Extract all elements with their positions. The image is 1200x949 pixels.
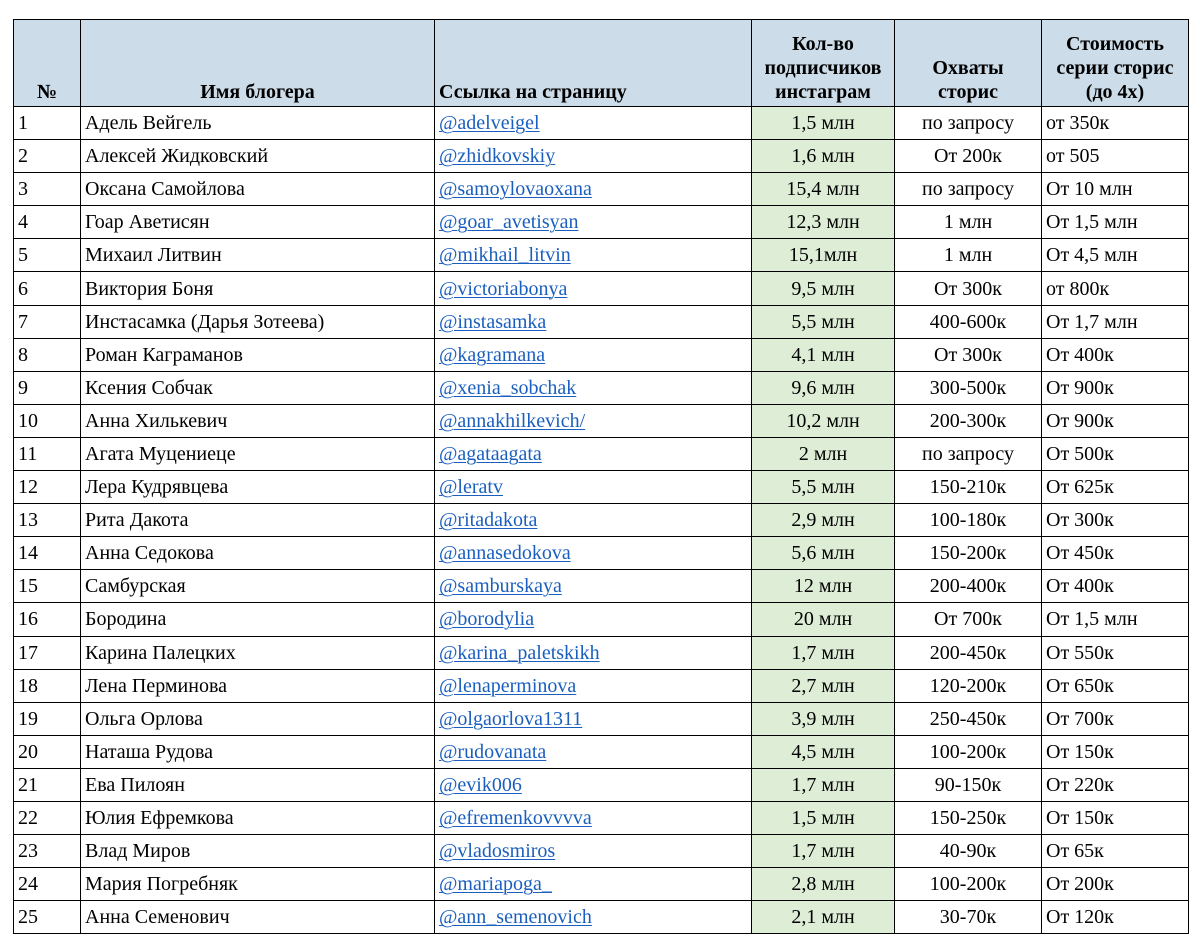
- blogger-name: Наташа Рудова: [81, 735, 435, 768]
- blogger-name: Лена Перминова: [81, 669, 435, 702]
- page-link-cell: [435, 140, 752, 173]
- header-stories-reach: [895, 20, 1042, 107]
- instagram-link[interactable]: @victoriabonya: [439, 277, 568, 300]
- instagram-link[interactable]: @agataagata: [439, 442, 542, 465]
- instagram-link[interactable]: @rudovanata: [439, 740, 547, 763]
- stories-cost: От 65к: [1042, 835, 1189, 868]
- blogger-name: Виктория Боня: [81, 272, 435, 305]
- instagram-link[interactable]: @annakhilkevich/: [439, 409, 586, 432]
- stories-reach: 300-500к: [895, 371, 1042, 404]
- row-number: 14: [14, 537, 81, 570]
- header-row: [14, 20, 1189, 107]
- stories-cost: От 550к: [1042, 636, 1189, 669]
- stories-cost: От 300к: [1042, 504, 1189, 537]
- table-row: [14, 868, 1189, 901]
- followers-count: 20 млн: [752, 603, 895, 636]
- stories-cost: От 200к: [1042, 868, 1189, 901]
- instagram-link[interactable]: @karina_paletskikh: [439, 641, 600, 664]
- stories-cost: от 800к: [1042, 272, 1189, 305]
- table-row: [14, 735, 1189, 768]
- header-cost-line: серии сторис: [1056, 57, 1174, 79]
- row-number: 13: [14, 504, 81, 537]
- row-number: 20: [14, 735, 81, 768]
- followers-count: 2,7 млн: [752, 669, 895, 702]
- followers-count: 5,6 млн: [752, 537, 895, 570]
- table-row: [14, 835, 1189, 868]
- stories-cost: От 900к: [1042, 404, 1189, 437]
- row-number: 7: [14, 305, 81, 338]
- stories-cost: От 10 млн: [1042, 173, 1189, 206]
- bloggers-table: [13, 19, 1189, 934]
- row-number: 23: [14, 835, 81, 868]
- row-number: 8: [14, 338, 81, 371]
- table-row: [14, 107, 1189, 140]
- instagram-link[interactable]: @goar_avetisyan: [439, 211, 579, 234]
- header-followers-line: Кол-во: [792, 33, 854, 55]
- table-row: [14, 901, 1189, 934]
- row-number: 21: [14, 768, 81, 801]
- instagram-link[interactable]: @mariapoga_: [439, 873, 552, 896]
- blogger-name: Анна Семенович: [81, 901, 435, 934]
- instagram-link[interactable]: @xenia_sobchak: [439, 376, 577, 399]
- header-cost-line: Стоимость: [1066, 33, 1164, 55]
- row-number: 9: [14, 371, 81, 404]
- page-link-cell: [435, 669, 752, 702]
- table-row: [14, 371, 1189, 404]
- blogger-name: Алексей Жидковский: [81, 140, 435, 173]
- stories-cost: От 150к: [1042, 735, 1189, 768]
- header-number: №: [14, 20, 81, 107]
- header-page-link: Ссылка на страницу: [435, 20, 752, 107]
- blogger-name: Инстасамка (Дарья Зотеева): [81, 305, 435, 338]
- table-row: [14, 570, 1189, 603]
- page-link-cell: [435, 471, 752, 504]
- blogger-name: Юлия Ефремкова: [81, 801, 435, 834]
- page-link-cell: [435, 338, 752, 371]
- page-link-cell: [435, 239, 752, 272]
- blogger-name: Бородина: [81, 603, 435, 636]
- stories-reach: 200-300к: [895, 404, 1042, 437]
- table-row: [14, 206, 1189, 239]
- stories-reach: От 300к: [895, 338, 1042, 371]
- stories-cost: От 500к: [1042, 437, 1189, 470]
- header-reach-line: сторис: [938, 81, 998, 103]
- stories-cost: От 150к: [1042, 801, 1189, 834]
- stories-reach: 100-200к: [895, 868, 1042, 901]
- table-row: [14, 537, 1189, 570]
- stories-reach: 90-150к: [895, 768, 1042, 801]
- instagram-link[interactable]: @instasamka: [439, 310, 547, 333]
- row-number: 15: [14, 570, 81, 603]
- instagram-link[interactable]: @ritadakota: [439, 509, 538, 532]
- page-link-cell: [435, 504, 752, 537]
- stories-cost: От 120к: [1042, 901, 1189, 934]
- table-row: [14, 471, 1189, 504]
- page-link-cell: [435, 868, 752, 901]
- page-link-cell: [435, 901, 752, 934]
- stories-reach: 200-450к: [895, 636, 1042, 669]
- stories-reach: 200-400к: [895, 570, 1042, 603]
- blogger-name: Лера Кудрявцева: [81, 471, 435, 504]
- instagram-link[interactable]: @adelveigel: [439, 112, 540, 135]
- page-link-cell: [435, 173, 752, 206]
- page-link-cell: [435, 107, 752, 140]
- stories-cost: От 1,5 млн: [1042, 206, 1189, 239]
- row-number: 11: [14, 437, 81, 470]
- instagram-link[interactable]: @ann_semenovich: [439, 906, 592, 929]
- stories-cost: От 625к: [1042, 471, 1189, 504]
- stories-reach: 100-180к: [895, 504, 1042, 537]
- blogger-name: Агата Муцениеце: [81, 437, 435, 470]
- blogger-name: Михаил Литвин: [81, 239, 435, 272]
- blogger-name: Анна Хилькевич: [81, 404, 435, 437]
- row-number: 6: [14, 272, 81, 305]
- followers-count: 12 млн: [752, 570, 895, 603]
- stories-reach: по запросу: [895, 107, 1042, 140]
- page-link-cell: [435, 768, 752, 801]
- followers-count: 4,5 млн: [752, 735, 895, 768]
- instagram-link[interactable]: @samoylovaoxana: [439, 178, 592, 201]
- stories-reach: 150-250к: [895, 801, 1042, 834]
- row-number: 3: [14, 173, 81, 206]
- stories-reach: 250-450к: [895, 702, 1042, 735]
- blogger-name: Гоар Аветисян: [81, 206, 435, 239]
- stories-reach: 1 млн: [895, 239, 1042, 272]
- table-row: [14, 437, 1189, 470]
- row-number: 24: [14, 868, 81, 901]
- blogger-name: Самбурская: [81, 570, 435, 603]
- page-link-cell: [435, 537, 752, 570]
- blogger-name: Оксана Самойлова: [81, 173, 435, 206]
- followers-count: 9,6 млн: [752, 371, 895, 404]
- row-number: 19: [14, 702, 81, 735]
- blogger-name: Рита Дакота: [81, 504, 435, 537]
- page-link-cell: [435, 206, 752, 239]
- stories-cost: От 650к: [1042, 669, 1189, 702]
- stories-reach: От 300к: [895, 272, 1042, 305]
- row-number: 18: [14, 669, 81, 702]
- followers-count: 2,1 млн: [752, 901, 895, 934]
- page-link-cell: [435, 735, 752, 768]
- stories-reach: 120-200к: [895, 669, 1042, 702]
- instagram-link[interactable]: @samburskaya: [439, 575, 562, 598]
- page-link-cell: [435, 702, 752, 735]
- stories-reach: по запросу: [895, 437, 1042, 470]
- followers-count: 2,8 млн: [752, 868, 895, 901]
- blogger-name: Мария Погребняк: [81, 868, 435, 901]
- row-number: 25: [14, 901, 81, 934]
- table-row: [14, 603, 1189, 636]
- followers-count: 1,7 млн: [752, 636, 895, 669]
- row-number: 2: [14, 140, 81, 173]
- stories-reach: От 200к: [895, 140, 1042, 173]
- followers-count: 15,4 млн: [752, 173, 895, 206]
- stories-cost: От 400к: [1042, 570, 1189, 603]
- followers-count: 5,5 млн: [752, 471, 895, 504]
- followers-count: 2 млн: [752, 437, 895, 470]
- followers-count: 3,9 млн: [752, 702, 895, 735]
- stories-reach: 100-200к: [895, 735, 1042, 768]
- header-blogger-name: Имя блогера: [81, 20, 435, 107]
- header-reach-line: Охваты: [932, 57, 1004, 79]
- stories-cost: от 505: [1042, 140, 1189, 173]
- followers-count: 1,7 млн: [752, 835, 895, 868]
- row-number: 1: [14, 107, 81, 140]
- table-row: [14, 504, 1189, 537]
- row-number: 4: [14, 206, 81, 239]
- instagram-link[interactable]: @olgaorlova1311: [439, 707, 583, 730]
- table-header: [14, 20, 1189, 107]
- stories-cost: От 1,7 млн: [1042, 305, 1189, 338]
- page-link-cell: [435, 603, 752, 636]
- instagram-link[interactable]: @annasedokova: [439, 542, 571, 565]
- stories-reach: 150-210к: [895, 471, 1042, 504]
- stories-cost: От 700к: [1042, 702, 1189, 735]
- followers-count: 2,9 млн: [752, 504, 895, 537]
- stories-reach: 1 млн: [895, 206, 1042, 239]
- table-row: [14, 404, 1189, 437]
- table-row: [14, 702, 1189, 735]
- page-link-cell: [435, 371, 752, 404]
- stories-cost: От 4,5 млн: [1042, 239, 1189, 272]
- stories-cost: От 900к: [1042, 371, 1189, 404]
- stories-cost: от 350к: [1042, 107, 1189, 140]
- blogger-name: Ксения Собчак: [81, 371, 435, 404]
- stories-cost: От 220к: [1042, 768, 1189, 801]
- table-row: [14, 272, 1189, 305]
- page-link-cell: [435, 835, 752, 868]
- instagram-link[interactable]: @kagramana: [439, 343, 546, 366]
- instagram-link[interactable]: @leratv: [439, 476, 503, 499]
- page-link-cell: [435, 305, 752, 338]
- followers-count: 10,2 млн: [752, 404, 895, 437]
- row-number: 16: [14, 603, 81, 636]
- instagram-link[interactable]: @evik006: [439, 773, 522, 796]
- row-number: 17: [14, 636, 81, 669]
- page-link-cell: [435, 570, 752, 603]
- table-row: [14, 801, 1189, 834]
- page-link-cell: [435, 437, 752, 470]
- followers-count: 1,5 млн: [752, 801, 895, 834]
- stories-reach: 30-70к: [895, 901, 1042, 934]
- blogger-name: Анна Седокова: [81, 537, 435, 570]
- header-cost-line: (до 4х): [1085, 81, 1145, 103]
- table-row: [14, 768, 1189, 801]
- table-row: [14, 173, 1189, 206]
- stories-reach: 40-90к: [895, 835, 1042, 868]
- instagram-link[interactable]: @borodylia: [439, 608, 535, 631]
- followers-count: 1,5 млн: [752, 107, 895, 140]
- followers-count: 4,1 млн: [752, 338, 895, 371]
- followers-count: 1,7 млн: [752, 768, 895, 801]
- row-number: 5: [14, 239, 81, 272]
- table-row: [14, 669, 1189, 702]
- stories-reach: 150-200к: [895, 537, 1042, 570]
- table-row: [14, 338, 1189, 371]
- followers-count: 12,3 млн: [752, 206, 895, 239]
- table-row: [14, 305, 1189, 338]
- table-row: [14, 239, 1189, 272]
- stories-reach: От 700к: [895, 603, 1042, 636]
- blogger-name: Роман Каграманов: [81, 338, 435, 371]
- instagram-link[interactable]: @mikhail_litvin: [439, 244, 571, 267]
- header-stories-cost: [1042, 20, 1189, 107]
- header-followers-line: инстаграм: [775, 81, 871, 103]
- followers-count: 9,5 млн: [752, 272, 895, 305]
- stories-reach: 400-600к: [895, 305, 1042, 338]
- blogger-name: Влад Миров: [81, 835, 435, 868]
- instagram-link[interactable]: @efremenkovvvva: [439, 807, 592, 830]
- stories-cost: От 400к: [1042, 338, 1189, 371]
- instagram-link[interactable]: @vladosmiros: [439, 840, 556, 863]
- table-row: [14, 140, 1189, 173]
- stories-reach: по запросу: [895, 173, 1042, 206]
- stories-cost: От 1,5 млн: [1042, 603, 1189, 636]
- row-number: 10: [14, 404, 81, 437]
- followers-count: 1,6 млн: [752, 140, 895, 173]
- blogger-name: Ева Пилоян: [81, 768, 435, 801]
- blogger-name: Адель Вейгель: [81, 107, 435, 140]
- page-link-cell: [435, 801, 752, 834]
- blogger-name: Ольга Орлова: [81, 702, 435, 735]
- table-row: [14, 636, 1189, 669]
- page-link-cell: [435, 272, 752, 305]
- header-followers-line: подписчиков: [764, 57, 882, 79]
- page-link-cell: [435, 636, 752, 669]
- page-link-cell: [435, 404, 752, 437]
- stories-cost: От 450к: [1042, 537, 1189, 570]
- followers-count: 15,1млн: [752, 239, 895, 272]
- row-number: 22: [14, 801, 81, 834]
- instagram-link[interactable]: @zhidkovskiy: [439, 145, 556, 168]
- header-followers: [752, 20, 895, 107]
- followers-count: 5,5 млн: [752, 305, 895, 338]
- table-body: [14, 107, 1189, 934]
- blogger-name: Карина Палецких: [81, 636, 435, 669]
- instagram-link[interactable]: @lenaperminova: [439, 674, 577, 697]
- row-number: 12: [14, 471, 81, 504]
